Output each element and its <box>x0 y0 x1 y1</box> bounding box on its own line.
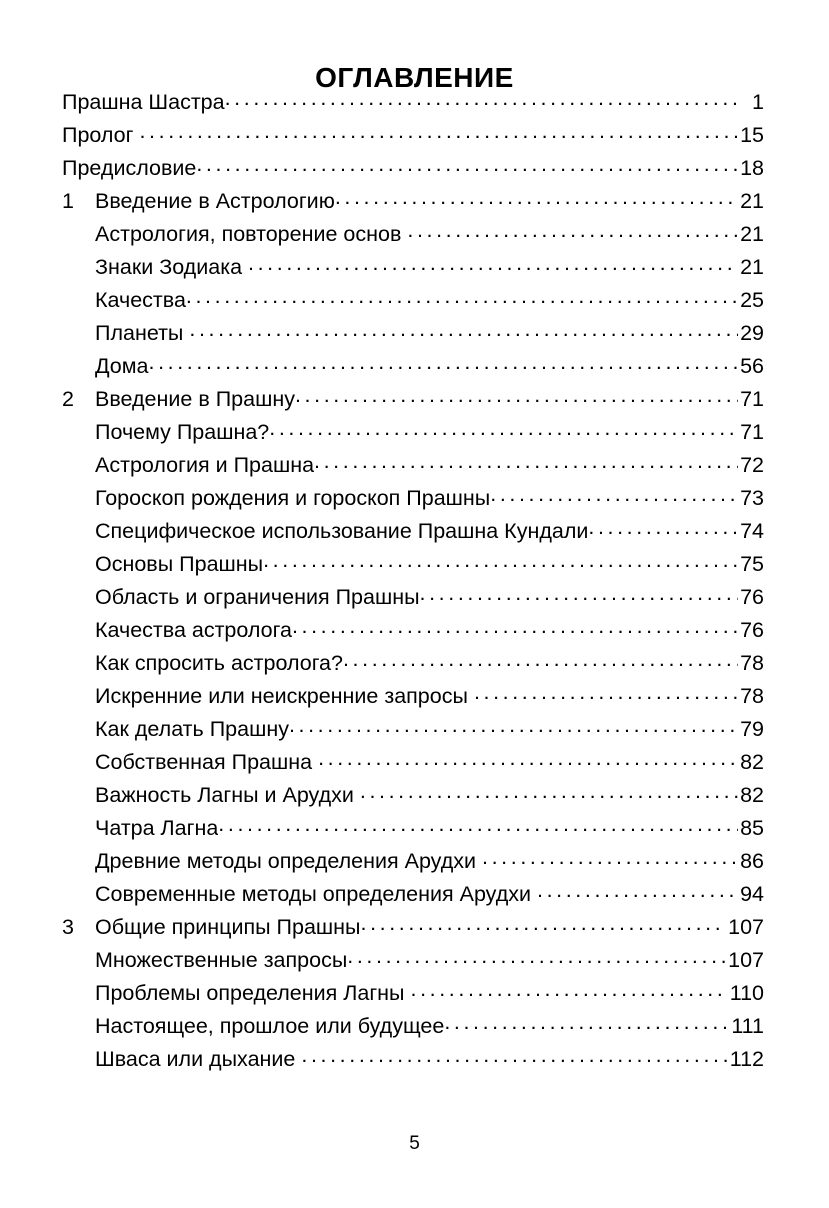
toc-entry[interactable] <box>62 449 764 482</box>
toc-entry-title: Общие принципы Прашны <box>95 915 361 939</box>
toc-entry[interactable] <box>62 482 764 515</box>
toc-entry[interactable] <box>62 1043 764 1076</box>
toc-entry-title: Чатра Лагна <box>95 816 219 840</box>
dot-leader <box>482 847 738 869</box>
toc-entry-page-number: 76 <box>740 585 764 609</box>
page-title: ОГЛАВЛЕНИЕ <box>315 61 514 93</box>
toc-entry-page-number: 29 <box>740 321 764 345</box>
toc-entry[interactable] <box>62 911 764 944</box>
toc-entry[interactable] <box>62 647 764 680</box>
toc-entry-title: Область и ограничения Прашны <box>95 585 420 609</box>
dot-leader <box>420 583 739 605</box>
toc-entry[interactable] <box>62 548 764 581</box>
toc-entry-title: Современные методы определения Арудхи <box>95 882 532 906</box>
toc-entry-page-number: 74 <box>740 519 764 543</box>
toc-entry[interactable] <box>62 812 764 845</box>
toc-entry[interactable] <box>62 1010 764 1043</box>
dot-leader <box>248 253 738 275</box>
toc-entry-page-number: 112 <box>729 1047 764 1071</box>
toc-entry-title: Шваса или дыхание <box>95 1047 296 1071</box>
toc-entry-page-number: 82 <box>740 783 764 807</box>
toc-entry[interactable] <box>62 746 764 779</box>
dot-leader <box>263 550 738 572</box>
page-footer-number: 5 <box>409 1133 420 1154</box>
dot-leader <box>588 517 738 539</box>
toc-entry-page-number: 18 <box>740 156 764 180</box>
toc-entry[interactable] <box>62 680 764 713</box>
dot-leader <box>343 649 738 671</box>
toc-entry-number: 3 <box>62 915 74 939</box>
toc-entry[interactable] <box>62 86 764 119</box>
dot-leader <box>149 352 739 374</box>
toc-entry-title: Множественные запросы <box>95 948 348 972</box>
toc-entry-page-number: 82 <box>740 750 764 774</box>
toc-entry-title: Почему Прашна? <box>95 420 270 444</box>
toc-entry-title: Основы Прашны <box>95 552 264 576</box>
toc-entry-page-number: 85 <box>740 816 764 840</box>
toc-entry-title: Введение в Прашну <box>95 387 295 411</box>
toc-entry-title: Качества астролога <box>95 618 292 642</box>
dot-leader <box>289 715 738 737</box>
toc-entry-title: Астрология, повторение основ <box>95 222 402 246</box>
toc-entry-title: Важность Лагны и Арудхи <box>95 783 354 807</box>
toc-entry-page-number: 110 <box>729 981 764 1005</box>
toc-entry-title: Пролог <box>62 123 134 147</box>
toc-entry-title: Знаки Зодиака <box>95 255 243 279</box>
toc-entry[interactable] <box>62 581 764 614</box>
toc-entry-page-number: 15 <box>740 123 764 147</box>
toc-entry-page-number: 111 <box>731 1014 764 1038</box>
dot-leader <box>318 748 738 770</box>
toc-entry[interactable] <box>62 350 764 383</box>
toc-entry-page-number: 78 <box>740 684 764 708</box>
toc-entry-title: Астрология и Прашна <box>95 453 315 477</box>
dot-leader <box>269 418 738 440</box>
toc-entry-page-number: 79 <box>740 717 764 741</box>
dot-leader <box>360 781 738 803</box>
toc-entry[interactable] <box>62 614 764 647</box>
toc-entry-page-number: 86 <box>740 849 764 873</box>
dot-leader <box>196 154 738 176</box>
toc-entry[interactable] <box>62 119 764 152</box>
toc-entry-number: 2 <box>62 387 74 411</box>
dot-leader <box>218 814 738 836</box>
dot-leader <box>444 1012 729 1034</box>
toc-entry[interactable] <box>62 845 764 878</box>
toc-entry-title: Древние методы определения Арудхи <box>95 849 477 873</box>
toc-entry-page-number: 1 <box>752 90 764 114</box>
toc-entry[interactable] <box>62 713 764 746</box>
toc-entry-title: Дома <box>95 354 149 378</box>
toc-entry-page-number: 71 <box>740 387 764 411</box>
toc-entry-page-number: 76 <box>740 618 764 642</box>
toc-entry-title: Собственная Прашна <box>95 750 313 774</box>
dot-leader <box>474 682 738 704</box>
dot-leader <box>189 319 738 341</box>
dot-leader <box>186 286 738 308</box>
toc-entry-page-number: 72 <box>740 453 764 477</box>
toc-entry[interactable] <box>62 515 764 548</box>
toc-entry-page-number: 107 <box>728 915 764 939</box>
dot-leader <box>335 187 738 209</box>
toc-entry-page-number: 78 <box>740 651 764 675</box>
toc-entry-title: Введение в Астрологию <box>95 189 335 213</box>
toc-entry-title: Настоящее, прошлое или будущее <box>95 1014 445 1038</box>
dot-leader <box>411 979 728 1001</box>
toc-entry-number: 1 <box>62 189 74 213</box>
toc-entry-title: Как спросить астролога? <box>95 651 343 675</box>
dot-leader <box>407 220 738 242</box>
dot-leader <box>292 616 738 638</box>
dot-leader <box>301 1045 727 1067</box>
toc-entry-title: Проблемы определения Лагны <box>95 981 405 1005</box>
toc-entry-page-number: 25 <box>740 288 764 312</box>
dot-leader <box>314 451 738 473</box>
dot-leader <box>347 946 726 968</box>
toc-entry-title: Прашна Шастра <box>62 90 225 114</box>
toc-entry-page-number: 73 <box>740 486 764 510</box>
toc-entry[interactable] <box>62 878 764 911</box>
toc-entry[interactable] <box>62 185 764 218</box>
toc-entry-page-number: 71 <box>740 420 764 444</box>
dot-leader <box>295 385 738 407</box>
toc-entry[interactable] <box>62 284 764 317</box>
toc-entry-page-number: 21 <box>740 189 764 213</box>
toc-entry[interactable] <box>62 317 764 350</box>
toc-entry[interactable] <box>62 416 764 449</box>
toc-entry-title: Специфическое использование Прашна Кундали <box>95 519 589 543</box>
toc-entry-page-number: 21 <box>740 255 764 279</box>
toc-entry[interactable] <box>62 383 764 416</box>
toc-entry-page-number: 107 <box>728 948 764 972</box>
toc-entry-page-number: 21 <box>740 222 764 246</box>
dot-leader <box>361 913 727 935</box>
dot-leader <box>490 484 738 506</box>
toc-entry-title: Качества <box>95 288 186 312</box>
dot-leader <box>225 88 742 110</box>
dot-leader <box>537 880 738 902</box>
toc-entry-page-number: 75 <box>740 552 764 576</box>
toc-entry[interactable] <box>62 251 764 284</box>
dot-leader <box>139 121 738 143</box>
toc-entry[interactable] <box>62 779 764 812</box>
toc-entry-title: Как делать Прашну <box>95 717 289 741</box>
toc-entry[interactable] <box>62 944 764 977</box>
toc-entry-title: Предисловие <box>62 156 197 180</box>
toc-entry-title: Планеты <box>95 321 184 345</box>
toc-entry-page-number: 56 <box>740 354 764 378</box>
toc-entry[interactable] <box>62 218 764 251</box>
toc-entry-title: Искренние или неискренние запросы <box>95 684 468 708</box>
toc-entry[interactable] <box>62 152 764 185</box>
toc-entry-title: Гороскоп рождения и гороскоп Прашны <box>95 486 491 510</box>
toc-entry[interactable] <box>62 977 764 1010</box>
table-of-contents-list <box>62 86 764 1076</box>
toc-entry-page-number: 94 <box>740 882 764 906</box>
